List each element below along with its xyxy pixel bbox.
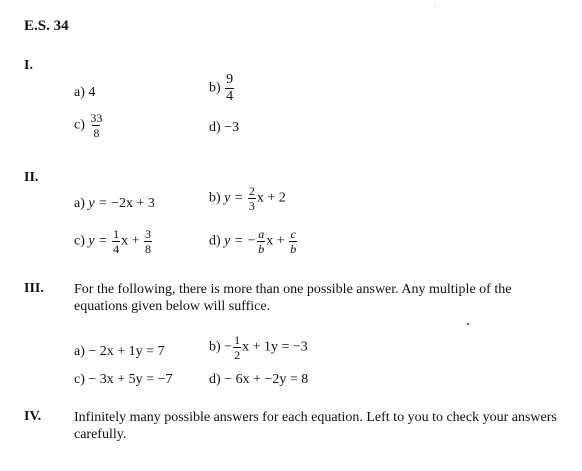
fraction xyxy=(248,185,256,212)
equation-rhs: −2x + 3 xyxy=(111,196,155,211)
answer-3c xyxy=(74,372,172,388)
equation-prefix: − xyxy=(224,339,233,355)
item-label: d) xyxy=(209,233,221,249)
denominator: 4 xyxy=(226,89,234,104)
equation-lhs: y = xyxy=(224,190,247,206)
section-iv-text: Infinitely many possible answers for each equation. Left to you to check your answers carefully. xyxy=(74,410,557,442)
item-label: a) xyxy=(74,196,85,211)
item-label: a) xyxy=(74,344,85,359)
answer-2a xyxy=(74,196,155,212)
fraction xyxy=(89,112,103,139)
answer-value: −3 xyxy=(224,120,240,135)
section-iii-text: For the following, there is more than one possible answer. Any multiple of the equations given below will suffice. xyxy=(74,282,512,314)
denominator: 8 xyxy=(144,242,151,256)
scan-speck xyxy=(434,6,435,7)
section-label-i: I. xyxy=(24,58,33,73)
fraction-2 xyxy=(289,228,297,255)
equation-tail: x + 1y = −3 xyxy=(242,339,308,355)
answer-2d xyxy=(209,228,298,255)
fraction-2 xyxy=(144,228,152,255)
equation: − 6x + −2y = 8 xyxy=(224,372,309,387)
equation-mid: x + xyxy=(266,233,289,249)
numerator: 2 xyxy=(248,184,255,198)
answer-3b xyxy=(209,334,308,361)
scan-speck xyxy=(467,323,469,325)
equation-lhs: y = − xyxy=(224,233,257,249)
denominator: 4 xyxy=(113,242,120,256)
numerator: a xyxy=(258,227,265,241)
answer-value: 4 xyxy=(88,85,96,100)
fraction xyxy=(225,73,234,104)
denominator: 8 xyxy=(93,126,100,140)
numerator: 1 xyxy=(234,333,241,347)
answer-3a xyxy=(74,344,165,360)
item-label: b) xyxy=(209,339,221,355)
section-label-iii: III. xyxy=(24,281,44,296)
fraction-1 xyxy=(257,228,265,255)
page-title: E.S. 34 xyxy=(24,18,69,34)
denominator: 3 xyxy=(248,199,255,213)
answer-1a xyxy=(74,85,95,101)
fraction xyxy=(233,334,241,361)
section-label-ii: II. xyxy=(24,170,39,185)
item-label: d) xyxy=(209,120,221,135)
fraction-1 xyxy=(112,228,120,255)
equation-tail: x + 2 xyxy=(256,190,286,206)
answer-2c xyxy=(74,228,153,255)
answer-1c xyxy=(74,112,104,139)
answer-1d xyxy=(209,120,239,136)
numerator: 3 xyxy=(144,227,151,241)
item-label: a) xyxy=(74,85,85,100)
equation-lhs: y = xyxy=(88,233,112,249)
denominator: b xyxy=(258,242,265,256)
item-label: b) xyxy=(209,80,221,96)
denominator: 2 xyxy=(234,348,241,362)
item-label: c) xyxy=(74,372,85,387)
equation-lhs: y = xyxy=(88,196,112,211)
equation: − 3x + 5y = −7 xyxy=(88,372,173,387)
item-label: d) xyxy=(209,372,221,387)
answer-3d xyxy=(209,372,308,388)
numerator: c xyxy=(290,227,296,241)
denominator: b xyxy=(290,242,297,256)
item-label: b) xyxy=(209,190,221,206)
answer-1b xyxy=(209,73,235,104)
section-label-iv: IV. xyxy=(24,409,42,424)
numerator: 33 xyxy=(90,111,103,125)
numerator: 9 xyxy=(226,72,234,87)
numerator: 1 xyxy=(113,227,120,241)
item-label: c) xyxy=(74,117,85,133)
item-label: c) xyxy=(74,233,85,249)
equation: − 2x + 1y = 7 xyxy=(88,344,165,359)
equation-mid: x + xyxy=(121,233,143,249)
answer-2b xyxy=(209,185,286,212)
